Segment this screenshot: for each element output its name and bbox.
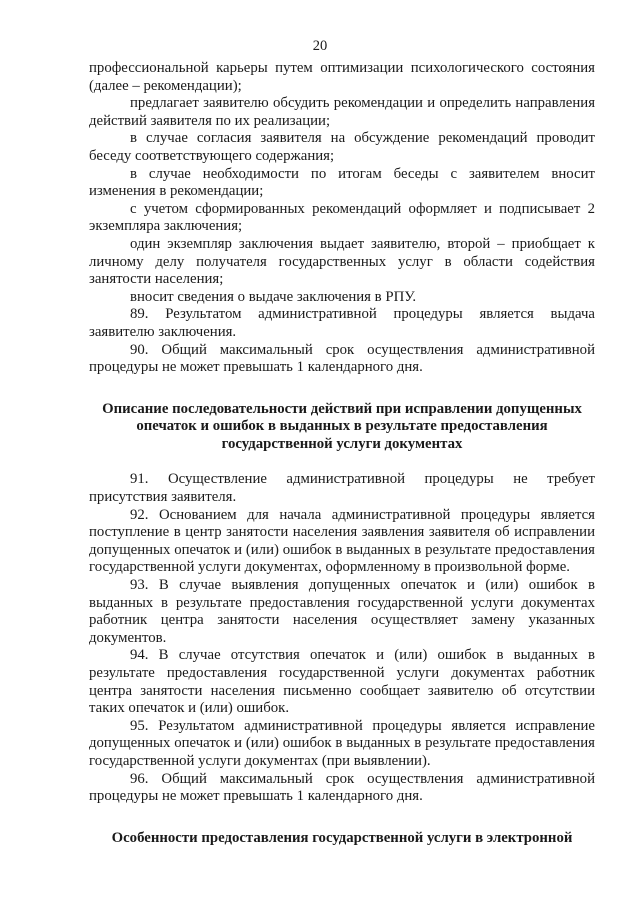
paragraph-90: 90. Общий максимальный срок осуществления административной процедуры не может превышать 1 календарного дня. bbox=[89, 341, 595, 376]
paragraph-sign-conclusion: с учетом сформированных рекомендаций оформляет и подписывает 2 экземпляра заключения; bbox=[89, 200, 595, 235]
paragraph-89: 89. Результатом административной процедуры является выдача заявителю заключения. bbox=[89, 306, 595, 340]
paragraph-conduct-conversation: в случае согласия заявителя на обсуждение рекомендаций проводит беседу соответствующего содержания; bbox=[89, 130, 595, 164]
paragraph-95: 95. Результатом административной процедуры является исправление допущенных опечаток и (или) ошибок в выданных в результате предоставления государственной услуги документах (при выявлении). bbox=[89, 717, 595, 769]
paragraph-issue-copy: один экземпляр заключения выдает заявителю, второй – приобщает к личному делу получателя государственных услуг в области содействия занятости населения; bbox=[89, 235, 595, 288]
paragraph-discuss-recommendations: предлагает заявителю обсудить рекомендации и определить направления действий заявителя по их реализации; bbox=[89, 95, 595, 129]
spacer bbox=[89, 453, 595, 471]
paragraph-96: 96. Общий максимальный срок осуществления административной процедуры не может превышать 1 календарного дня. bbox=[89, 770, 595, 805]
section-heading-corrections: Описание последовательности действий при исправлении допущенных опечаток и ошибок в выданных в результате предоставления государственной услуги документах bbox=[102, 400, 582, 452]
paragraph-amend-recommendations: в случае необходимости по итогам беседы с заявителем вносит изменения в рекомендации; bbox=[89, 165, 595, 200]
paragraph-91: 91. Осуществление административной процедуры не требует присутствия заявителя. bbox=[89, 471, 595, 506]
paragraph-record-rpu: вносит сведения о выдаче заключения в РПУ. bbox=[130, 288, 417, 305]
paragraph-94: 94. В случае отсутствия опечаток и (или) ошибок в выданных в результате предоставления государственной услуги документах работник центра занятости населения письменно сообщает заявителю об отсутствии таких опечаток и (или) ошибок. bbox=[89, 647, 595, 717]
page-number: 20 bbox=[312, 38, 328, 54]
continuation-paragraph: профессиональной карьеры путем оптимизации психологического состояния (далее – рекомендации); bbox=[89, 60, 595, 94]
section-heading-electronic: Особенности предоставления государственной услуги в электронной bbox=[111, 829, 573, 846]
spacer bbox=[89, 806, 595, 830]
spacer bbox=[89, 377, 595, 401]
document-body bbox=[89, 60, 595, 847]
paragraph-92: 92. Основанием для начала административной процедуры является поступление в центр занятости населения заявления заявителя об исправлении допущенных опечаток и (или) ошибок в выданных в результате предоставления государственной услуги документах, оформленному в произвольной форме. bbox=[89, 506, 595, 576]
paragraph-93: 93. В случае выявления допущенных опечаток и (или) ошибок в выданных в результате предоставления государственной услуги документах работник центра занятости населения осуществляет замену указанных документов. bbox=[89, 577, 595, 646]
